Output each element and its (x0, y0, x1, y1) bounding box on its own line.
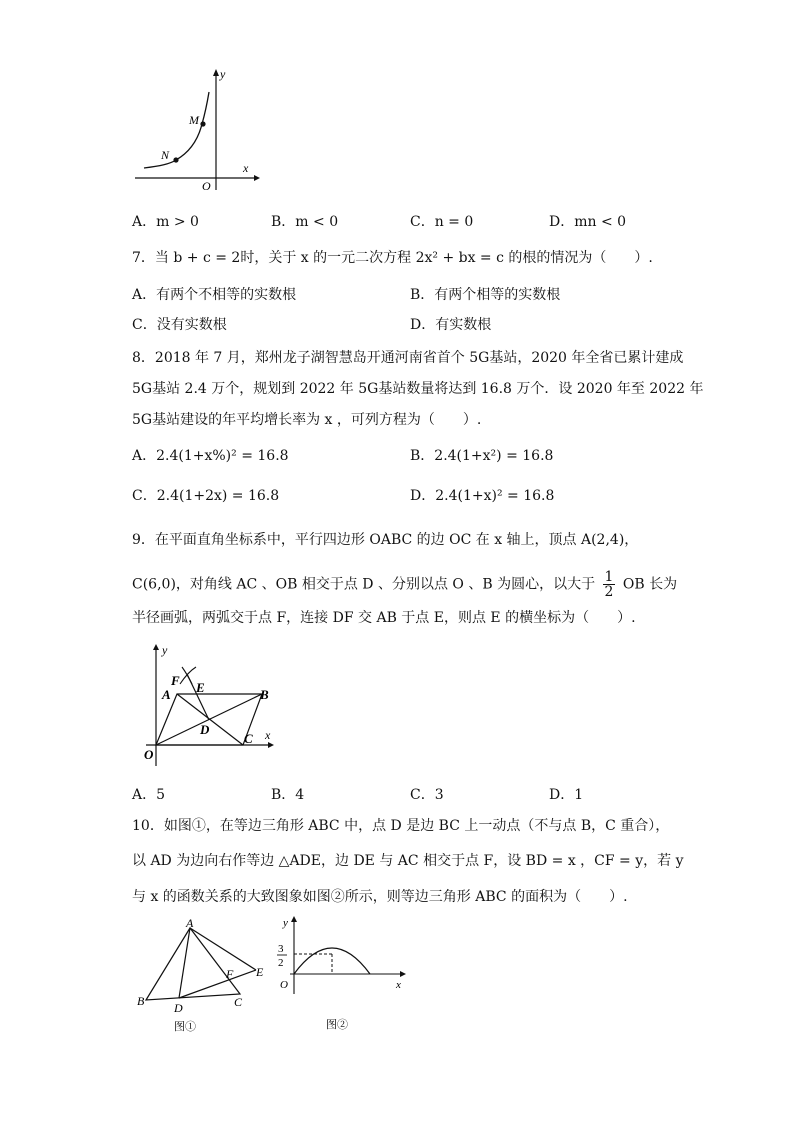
fig6-y-label: y (220, 67, 226, 81)
q9-fraction-half (603, 570, 616, 599)
q10-fig1-a-label: A (186, 916, 194, 930)
q10-fig2-tick-denominator: 2 (278, 957, 284, 969)
q9-fig-y-label: y (162, 643, 168, 657)
q9-option-d[interactable]: D．1 (549, 787, 584, 803)
q9-fig-c-label: C (244, 731, 253, 746)
q10-fig1-caption: 图① (174, 1021, 196, 1033)
q9-fig-x-label: x (265, 728, 271, 742)
q9-fig-e-label: E (196, 680, 205, 695)
q6-graph (130, 62, 265, 192)
q10-fig2-tick-numerator: 3 (278, 943, 284, 955)
q10-fig2-y-label: y (283, 917, 288, 929)
q10-fig1-e-label: E (256, 965, 264, 979)
q9-fraction-denominator: 2 (604, 584, 614, 600)
q10-fig2-x-label: x (396, 979, 401, 991)
q9-stem-line-1: 9．在平面直角坐标系中，平行四边形 OABC 的边 OC 在 x 轴上，顶点 A(2,4)， (132, 532, 639, 548)
q7-stem: 7．当 b + c = 2时，关于 x 的一元二次方程 2x² + bx = c 的根的情况为（ ）. (132, 250, 653, 266)
q9-stem-line-2 (132, 570, 677, 599)
q10-stem-line-2: 以 AD 为边向右作等边 △ADE，边 DE 与 AC 相交于点 F，设 BD = x ，CF = y，若 y (132, 853, 684, 869)
q9-fig-f-label: F (171, 673, 180, 688)
q9-stem-line-2-part-a: C(6,0)，对角线 AC 、OB 相交于点 D 、分别以点 O 、B 为圆心，以大于 (132, 576, 596, 593)
q9-fig-a-label: A (162, 687, 171, 702)
fig6-origin-label: O (202, 179, 211, 192)
q10-stem-line-1: 10．如图①，在等边三角形 ABC 中，点 D 是边 BC 上一动点（不与点 B，C 重合）， (132, 818, 670, 834)
q9-option-b[interactable]: B．4 (271, 787, 305, 803)
q10-fig1-f-label: F (226, 967, 234, 981)
q7-option-b[interactable]: B．有两个相等的实数根 (410, 287, 561, 303)
q10-fig2-o-label: O (280, 979, 288, 991)
q8-option-d[interactable]: D．2.4(1+x)² = 16.8 (410, 488, 555, 504)
q8-stem-line-2: 5G基站 2.4 万个，规划到 2022 年 5G基站数量将达到 16.8 万个．设 2020 年至 2022 年 (132, 381, 704, 397)
q10-fig1-b-label: B (137, 994, 145, 1008)
q9-fraction-numerator: 1 (604, 569, 614, 585)
q9-figure (140, 642, 280, 770)
q10-fig1-c-label: C (234, 995, 243, 1009)
q7-option-d[interactable]: D．有实数根 (410, 317, 492, 333)
q9-fig-d-label: D (200, 722, 210, 737)
fig6-point-n: N (161, 148, 170, 162)
q10-figure-1 (134, 916, 274, 1036)
q6-option-a[interactable]: A．m > 0 (132, 214, 199, 230)
q10-fig1-d-label: D (174, 1001, 183, 1015)
q9-stem-line-3: 半径画弧，两弧交于点 F，连接 DF 交 AB 于点 E，则点 E 的横坐标为（ ）. (132, 610, 636, 626)
fig6-point-m: M (189, 113, 199, 127)
q9-option-a[interactable]: A．5 (132, 787, 166, 803)
q8-stem-line-3: 5G基站建设的年平均增长率为 x ，可列方程为（ ）. (132, 412, 482, 428)
q8-option-c[interactable]: C．2.4(1+2x) = 16.8 (132, 488, 280, 504)
q10-fig2-caption: 图② (326, 1019, 348, 1031)
fig6-x-label: x (243, 161, 249, 175)
q8-option-a[interactable]: A．2.4(1+x%)² = 16.8 (132, 448, 289, 464)
q6-option-b[interactable]: B．m < 0 (271, 214, 339, 230)
q8-option-b[interactable]: B．2.4(1+x²) = 16.8 (410, 448, 554, 464)
q10-figure-2 (270, 912, 410, 1036)
q7-option-c[interactable]: C．没有实数根 (132, 317, 227, 333)
q9-option-c[interactable]: C．3 (410, 787, 444, 803)
q6-option-c[interactable]: C．n = 0 (410, 214, 474, 230)
q8-stem-line-1: 8．2018 年 7 月，郑州龙子湖智慧岛开通河南省首个 5G基站，2020 年全省已累计建成 (132, 350, 684, 366)
q9-stem-line-2-part-b: OB 长为 (622, 576, 678, 593)
q7-option-a[interactable]: A．有两个不相等的实数根 (132, 287, 297, 303)
q9-fig-o-label: O (144, 747, 154, 762)
q9-fig-b-label: B (260, 687, 269, 702)
q6-option-d[interactable]: D．mn < 0 (549, 214, 627, 230)
q10-stem-line-3: 与 x 的函数关系的大致图象如图②所示，则等边三角形 ABC 的面积为（ ）. (132, 889, 628, 905)
